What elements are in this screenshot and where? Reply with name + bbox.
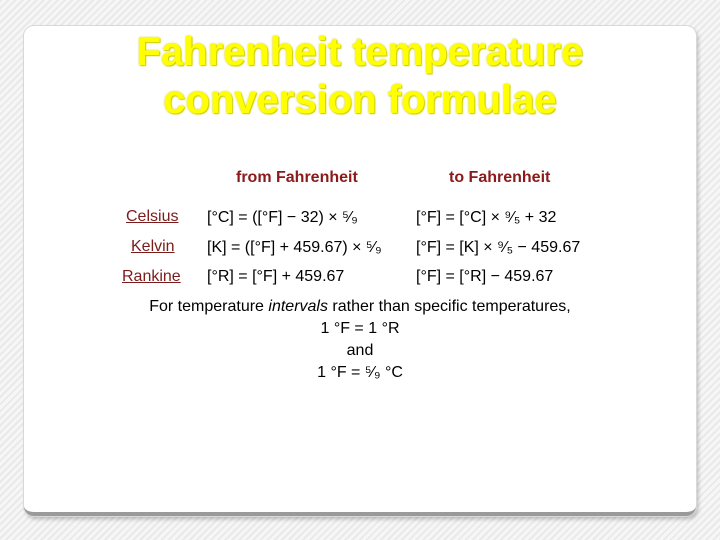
header-from-fahrenheit: from Fahrenheit (236, 169, 358, 186)
formula-kelvin-to: [°F] = [K] × ⁹⁄₅ − 459.67 (416, 239, 581, 256)
title-line-1: Fahrenheit temperature (136, 30, 584, 74)
note-line-4: 1 °F = ⁵⁄₉ °C (317, 364, 403, 381)
note-line-3: and (346, 342, 374, 359)
title-line-2: conversion formulae (163, 78, 557, 122)
slide-title (0, 28, 720, 124)
note-line1-emphasis: intervals (268, 298, 328, 315)
formula-celsius-to: [°F] = [°C] × ⁹⁄₅ + 32 (416, 209, 557, 226)
note-intervals (0, 296, 720, 318)
formula-rankine-to: [°F] = [°R] − 459.67 (416, 268, 554, 285)
row-label-celsius: Celsius (126, 208, 179, 225)
formula-rankine-from: [°R] = [°F] + 459.67 (207, 268, 345, 285)
note-line1-post: rather than specific temperatures, (327, 298, 571, 315)
header-to-fahrenheit: to Fahrenheit (449, 169, 551, 186)
note-line1-pre: For temperature (149, 298, 269, 315)
row-label-rankine: Rankine (122, 268, 181, 285)
formula-celsius-from: [°C] = ([°F] − 32) × ⁵⁄₉ (207, 209, 358, 226)
row-label-kelvin: Kelvin (131, 238, 175, 255)
note-line-2: 1 °F = 1 °R (320, 320, 400, 337)
formula-kelvin-from: [K] = ([°F] + 459.67) × ⁵⁄₉ (207, 239, 382, 256)
